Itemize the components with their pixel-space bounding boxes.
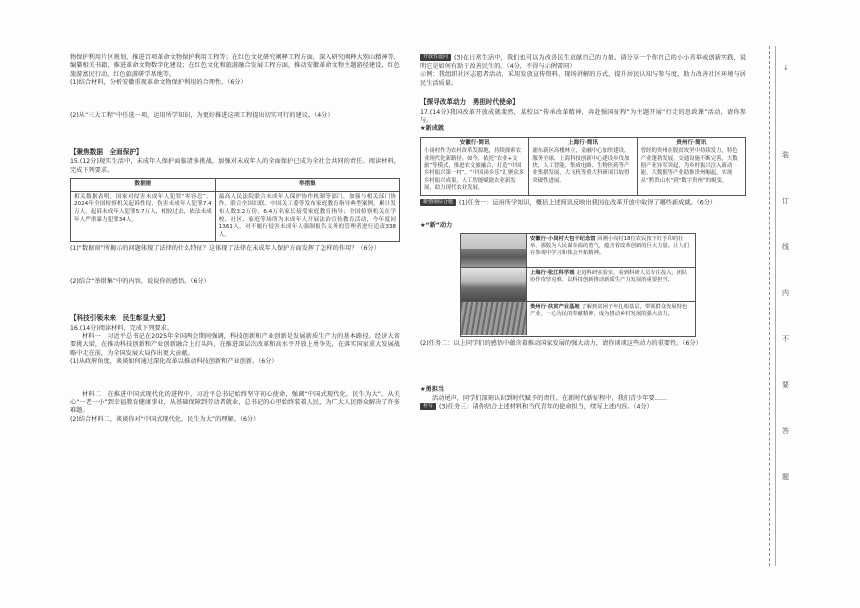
responsibility-text: 活动尾声，同学们深刻认识到时代赋予的责任。在新时代新征程中，我们青少年要…… — [432, 394, 668, 402]
power-text — [527, 302, 695, 336]
q16-material-1: 材料一 习近平总书记在2025年全国两会期间强调，科技创新和产业创新是发展新质生产力的基本路径。经济大省要挑大梁，在推动科技创新和产业创新融合上打头阵，在推进深层次改革和高水平开放上勇争先，在落实国家重大发展战略中走在前，为全国发展大局作出更大贡献。 — [70, 333, 400, 357]
binding-margin — [757, 0, 860, 608]
q16-question-2: (2)结合材料二，谈谈你对“中国式现代化，民生为大”的理解。（6分） — [70, 415, 260, 423]
table-header-data-window: 数据窗 — [71, 179, 216, 192]
q17-intro: 17.(14分)我国改革开放成就斐然，某校以“传承改革精神，奔赴强国征程”为主题开展“行走的思政课”活动，请你参与。 — [420, 108, 746, 124]
right-column — [420, 54, 746, 412]
q15-question-2: (2)结合“举措集”中的内容，说说你的感悟。（6分） — [70, 277, 210, 285]
news-brief-title: 安徽行·简讯 — [459, 139, 490, 146]
news-brief-body: 曾经的贵州在脱贫攻坚中持续发力，特色产业蓬勃发展，交通设施不断完善，大数据产业异军突起，为乡村振兴注入新动能。大数据等产业助推贵州崛起，实现从“黔贵山水”到“数字贵州”的蜕变。 — [640, 148, 738, 184]
q14-question-2: (2)从“三大工程”中任选一项，运用所学知识，为更好推进这项工程提出切实可行的建议。（4分） — [70, 111, 334, 119]
power-body: 走进科研实验室，看到科研人员专注投入，团队协作攻坚克难，以科技创新推动新质生产力发展的重要担当。 — [530, 269, 688, 283]
q17-question-3-text: (3)任务三：请你结合上述材料和当代青年的使命担当，续写上述内容。（4分） — [439, 403, 653, 411]
news-brief-anhui — [421, 138, 529, 195]
memorial-hall-photo — [461, 234, 527, 267]
binding-solid-line — [775, 46, 776, 566]
q14-question-1: (1)结合材料，分析安徽重视革命文物保护利用的合理性。（6分） — [70, 79, 247, 87]
new-power-heading: ★“新”动力 — [420, 221, 453, 229]
q16-question-3-text: (3)在日常生活中，我们也可以为改善民生贡献自己的力量。请分享一个你自己的小小善举或创新实践，说明它是如何有助于改善民生的。（4分，不得与示例雷同） — [420, 54, 746, 70]
continuation-tag: 补写 — [420, 403, 436, 410]
binding-char: 内 — [782, 289, 789, 297]
news-brief-shanghai — [529, 138, 637, 195]
power-row-guizhou — [461, 302, 695, 336]
new-context-tag: 新情境综合题 — [420, 199, 456, 206]
q16-question-1: (1)从政府角度，谈谈如何通过深化改革以推动科技创新和产业创新。（6分） — [70, 358, 278, 366]
power-title: 上海行·张江科学城 — [530, 269, 575, 276]
industry-base-photo — [461, 302, 527, 335]
binding-char: 订 — [782, 197, 789, 205]
power-text — [527, 268, 695, 301]
left-column — [70, 54, 400, 424]
section-title-data: 【聚焦数据 全面保护】 — [70, 148, 143, 157]
power-row-shanghai — [461, 268, 695, 302]
open-question-tag: 开放性设问 — [420, 54, 451, 61]
power-row-anhui — [461, 234, 695, 268]
power-body: 回溯小岗村18位农民按下红手印的壮举，那股为人民谋幸福的勇气，蕴含着改革创新的巨大力量。让人们在参观中学习和体会开拓精神。 — [530, 235, 689, 256]
news-brief-title: 上海行·简讯 — [567, 139, 599, 146]
q17-question-2: (2)任务二：以上同学们的感悟中蕴含着推动国家发展的强大动力，请你谈谈这些动力的重要性。（6分） — [420, 339, 702, 347]
binding-tick: ↓ — [783, 64, 789, 72]
binding-char: 答 — [782, 427, 789, 435]
binding-dashed-line — [769, 46, 770, 566]
news-brief-box — [420, 137, 746, 196]
table-cell-data-window: 相关数据表明，国家对侵害未成年人犯罪“零容忍”。2024年全国检察机关起诉性侵、伤害未成年人犯罪7.4万人，起诉未成年人犯罪5.7万人，相较过去，依法未成年人严重暴力犯罪34人。 — [71, 191, 216, 242]
power-body: 了解到贫困子年扎根基层，带领群众发展特色产业，一心为民的奉献精神，成为推动乡村发展的强大动力。 — [530, 303, 688, 317]
binding-char: 题 — [782, 473, 789, 481]
q14-material-tail: 物保护利用片区规划，推进百项革命文物保护利用工程等；在红色文化研究阐释工程方面，深入研究阐释大别山精神等，编纂相关书籍，推进革命文物数字化建设；在红色文化和旅游融合发展工程方面，推动安徽革命文物主题游径建设，红色旅游富民行动，红色旅游研学基地等。 — [70, 54, 400, 78]
science-city-photo — [461, 268, 527, 301]
q17-question-1-text: (1)任务一：运用所学知识，概括上述简讯反映出我国在改革开放中取得了哪些新成就。（6分） — [459, 199, 717, 207]
q15-intro: 15.(12分)现实生活中，未成年人保护面临诸多挑战，加强对未成年人的全面保护已成为全社会共同的责任。阅读材料，完成下列要求。 — [70, 158, 400, 174]
binding-char: 装 — [782, 151, 789, 159]
binding-char: 要 — [782, 381, 789, 389]
news-brief-body: 浦东新区高楼林立，金融中心加快建设，服务全球，上海科技创新中心建设步伐加快，人工智能、集成电路、生物医药等产业集群发展，大飞机等重大科研项目取得突破性进展。 — [532, 148, 630, 184]
power-title: 贵州行·扶贫产业基地 — [530, 303, 580, 310]
new-achievements-heading: ★新成就 — [420, 125, 445, 133]
q15-material-table — [70, 178, 400, 242]
new-power-box — [460, 233, 696, 337]
q17-question-3 — [420, 403, 746, 412]
q15-question-1: (1)“数据窗”所揭示的问题体现了法律的什么特征？这体现了法律在未成年人保护方面发挥了怎样的作用？（6分） — [70, 245, 380, 253]
section-title-reform: 【探寻改革动力 勇担时代使命】 — [420, 98, 519, 107]
power-text — [527, 234, 695, 267]
news-brief-body: 小岗村作为农村改革发源地，持续探索农业现代化新路径。如今，依托“农业+文旅”等模式，推进农文旅融合，打造“中国乡村振兴第一村”。“中国岗乡乐”汇聚众多乡村振兴成果，人工智能赋能农业新发展，助力现代农业发展。 — [424, 148, 525, 192]
q16-material-2: 材料二 在推进中国式现代化的进程中，习近平总书记始终坚守初心使命，强调“中国式现代化，民生为大”。从关心“一老一小”到幸福教育健康事业，从基础保障到劳动者就业，总书记的心里始终装着人民，为广大人民群众解决了许多难题。 — [70, 390, 400, 415]
q16-intro: 16.(14分)阅读材料，完成下列要求。 — [70, 324, 173, 332]
q16-question-3 — [420, 54, 746, 71]
take-responsibility-heading: ★勇担当 — [420, 386, 445, 394]
q17-question-1 — [420, 199, 746, 208]
binding-char: 线 — [782, 243, 789, 251]
q16-example: 示例：我组织社区志愿者活动，采用发放宣传资料、现场讲解的方式，提升居民认知与参与度，助力改善社区环境与居民生活质量。 — [420, 71, 746, 87]
table-header-measures: 举措集 — [215, 179, 399, 192]
power-title: 安徽行·小岗村大包干纪念馆 — [530, 235, 596, 242]
section-title-tech: 【科技引领未来 民生彰显大爱】 — [70, 314, 169, 323]
news-brief-guizhou — [638, 138, 745, 195]
table-cell-measures: 最高人民法院联合未成年人保护协作机制等部门，加强与相关部门协作，联合全国妇联、中国关工委等发布家庭教育指导典型案例，累计发布人数3.2万份，6.4万名家长接受家庭教育指导；全国检察机关在学校、社区、家庭等场所为未成年人开展法治宣传教育活动，今年度同1361人，对不履行侵害未成年人强制报告义务的管理者进行追责338人。 — [215, 191, 399, 242]
news-brief-title: 贵州行·简讯 — [676, 139, 707, 146]
binding-char: 不 — [782, 335, 789, 343]
